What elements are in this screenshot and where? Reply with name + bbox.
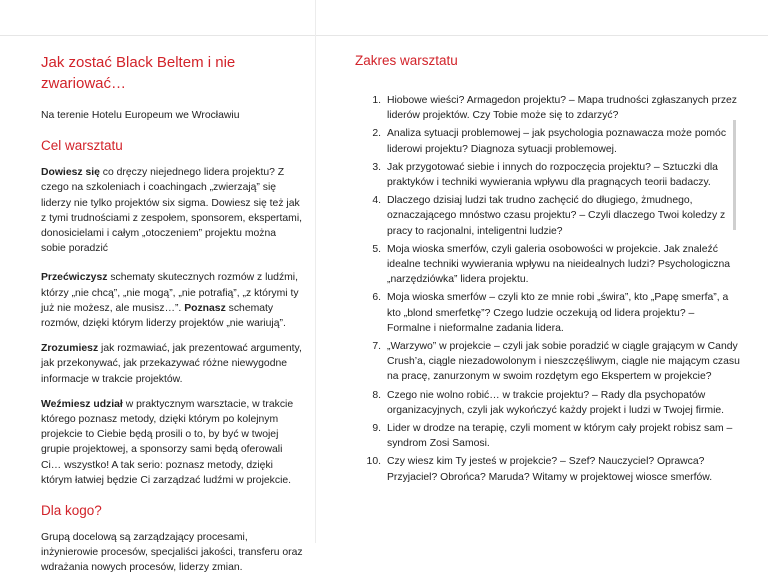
list-number: 6. [372, 292, 381, 304]
paragraph-text: schematy skutecznych rozmów z ludźmi, którzy „nie chcą”, „nie mogą”, „nie potrafią”, „z którymi ty już nie możesz, ale musisz…”. [41, 272, 299, 314]
list-item-text: Dlaczego dzisiaj ludzi tak trudno zachęcić do długiego, żmudnego, oznaczającego mnóstwo czasu projektu? – Czyli dlaczego Twoi koledzy z pracy to racjonalni, inteligentni ludzie? [387, 195, 726, 237]
list-number: 10. [366, 456, 381, 468]
list-number: 3. [372, 161, 381, 173]
page-top-divider [0, 35, 768, 36]
location-text: Na terenie Hotelu Europeum we Wrocławiu [41, 110, 240, 121]
list-item-text: Czy wiesz kim Ty jesteś w projekcie? – Szef? Nauczyciel? Oprawca? Przyjaciel? Obrońca? Maruda? Witamy w projektowej wiosce smerfów. [387, 456, 713, 483]
list-number: 1. [372, 95, 381, 106]
list-number: 4. [372, 195, 381, 207]
list-item [355, 339, 740, 385]
list-number: 5. [372, 243, 381, 255]
paragraph-wezmiesz [41, 397, 303, 488]
right-column [355, 52, 740, 488]
list-item [355, 193, 740, 239]
paragraph-text: co dręczy niejednego lidera projektu? Z czego na szkoleniach i coachingach „zwierzają” się liderzy nie tylko projektów six sigma. Dowiesz się też jak z tymi trudnościami z zespołem, sponsorem, ekspertami, donosicielami i całym „otoczeniem” projektu można sobie poradzić [41, 167, 303, 255]
list-item [355, 454, 740, 484]
list-item [355, 242, 740, 288]
list-number: 8. [372, 389, 381, 401]
bold-lead: Zrozumiesz [41, 343, 99, 355]
list-item [355, 388, 740, 418]
list-item [355, 160, 740, 190]
list-item [355, 126, 740, 156]
list-item-text: Czego nie wolno robić… w trakcie projektu? – Rady dla psychopatów organizacyjnych, czyli jak wykończyć każdy projekt i ludzi w Twojej firmie. [387, 389, 725, 416]
list-item-text: Moja wioska smerfów, czyli galeria osobowości w projekcie. Jak znaleźć idealne techniki wywierania wpływu na nieidealnych ludzi? Psychologiczna „narzędziówka” lidera projektu. [387, 243, 731, 286]
list-item-text: Lider w drodze na terapię, czyli moment w którym cały projekt robisz sam – syndrom Zosi Samosi. [387, 423, 733, 450]
list-item-text: „Warzywo” w projekcie – czyli jak sobie poradzić w ciągle grającym w Candy Crush’a, ciągle niezadowolonym i nieszczęśliwym, ciągle nie mającym czasu na pracę, zanurzonym w swoim rozdętym ego Ekspertem w projekcie? [387, 341, 740, 383]
paragraph-przecwiczysz [41, 270, 303, 331]
paragraph-text: jak rozmawiać, jak prezentować argumenty, jak przekonywać, jak przekazywać różne niewygodne informacje w trakcie projektów. [41, 343, 302, 385]
bold-lead: Weźmiesz udział [41, 398, 123, 410]
paragraph-zrozumiesz [41, 341, 303, 387]
left-column [41, 52, 303, 586]
paragraph-dowiesz [41, 165, 303, 256]
bold-lead: Dowiesz się [41, 167, 100, 179]
list-item [355, 290, 740, 336]
section-heading-zakres: Zakres warsztatu [355, 53, 458, 68]
list-item-text: Hiobowe wieści? Armagedon projektu? – Mapa trudności zgłaszanych przez liderów projektów. Czy Tobie może się to zdarzyć? [387, 95, 738, 122]
list-number: 2. [372, 128, 381, 140]
section-heading-dla-kogo: Dla kogo? [41, 503, 102, 519]
list-item [355, 93, 740, 123]
list-item-text: Moja wioska smerfów – czyli kto ze mnie robi „świra”, kto „Papę smerfa”, a kto „blond smerfetkę”? Czego ludzie oczekują od lidera projektu? – Formalne i nieformalne zadania lidera. [387, 292, 729, 334]
list-item [355, 421, 740, 451]
list-item-text: Jak przygotować siebie i innych do rozpoczęcia projektu? – Sztuczki dla praktyków i techniki wywierania wpływu dla pragnących teorii badaczy. [387, 161, 718, 189]
bold-lead: Przećwiczysz [41, 272, 108, 284]
list-number: 9. [372, 423, 381, 435]
list-number: 7. [372, 341, 381, 353]
section-heading-cel: Cel warsztatu [41, 138, 123, 154]
page-gutter-divider [315, 0, 316, 543]
paragraph-dla-kogo: Grupą docelową są zarządzający procesami, inżynierowie procesów, specjaliści jakości, transferu oraz wdrażania nowych procesów, liderzy zmian. [41, 532, 303, 574]
numbered-list [355, 93, 740, 485]
paragraph-text: schematy rozmów, dzięki którym liderzy projektów „nie wariują”. [41, 302, 286, 330]
bold-lead: Poznasz [184, 302, 226, 314]
paragraph-text: w praktycznym warsztacie, w trakcie którego poznasz metody, dzięki którym po kolejnym projekcie to Ciebie będą prosili o to, by być w twojej grupie projektowej, a sponsorzy sami będą oferowali Ci… wszystko! A tak serio: poznasz metody, dzięki którym łatwiej będzie Ci zarządzać ludźmi w projekcie. [41, 398, 294, 486]
page-title: Jak zostać Black Beltem i nie zwariować… [41, 54, 236, 92]
list-item-text: Analiza sytuacji problemowej – jak psychologia poznawacza może pomóc liderowi projektu? Diagnoza sytuacji problemowej. [387, 128, 727, 155]
